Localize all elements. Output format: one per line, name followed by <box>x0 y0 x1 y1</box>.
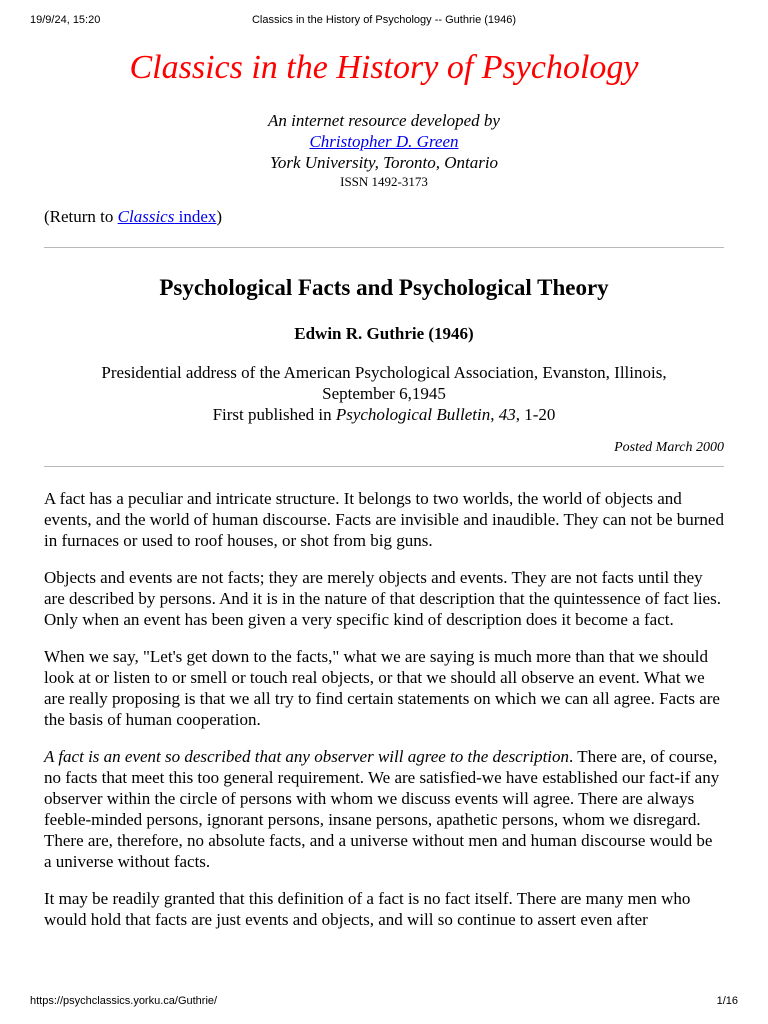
developed-by-text: An internet resource developed by <box>268 111 500 130</box>
return-nav <box>44 206 724 228</box>
journal-volume: 43 <box>498 405 516 424</box>
publication-line: First published in Psychological Bulletin, 43, 1-20 <box>212 405 556 424</box>
article-author: Edwin R. Guthrie (1946) <box>294 324 474 343</box>
journal-name: Psychological Bulletin <box>335 405 491 424</box>
developer-link[interactable]: Christopher D. Green <box>309 132 459 151</box>
body-paragraph-5: It may be readily granted that this definition of a fact is no fact itself. There are many men who would hold that facts are just events and objects, and will so continue to assert even after <box>44 889 691 929</box>
posted-date: Posted March 2000 <box>614 440 724 455</box>
issn-text: ISSN 1492-3173 <box>340 174 428 189</box>
site-title: Classics in the History of Psychology <box>129 49 639 86</box>
divider-bottom <box>44 466 724 467</box>
classics-index-link[interactable] <box>118 207 217 226</box>
print-datetime: 19/9/24, 15:20 <box>30 14 101 26</box>
return-suffix: ) <box>216 207 223 226</box>
print-footer <box>0 995 768 1011</box>
body-paragraph-3: When we say, "Let's get down to the facts," what we are saying is much more than that we should look at or listen to or smell or touch real objects, or that we should all observe an event. What we are really proposing is that we all try to find certain statements on which we can all agree. Facts are the basis of human cooperation. <box>44 647 720 729</box>
divider-top <box>44 247 724 248</box>
print-page-title: Classics in the History of Psychology -- Guthrie (1946) <box>251 14 517 26</box>
classics-link-text: Classics <box>117 207 175 226</box>
address-line-1: Presidential address of the American Psychological Association, Evanston, Illinois, <box>101 363 667 382</box>
body-paragraph-4: A fact is an event so described that any observer will agree to the description. There are, of course, no facts that meet this too general requirement. We are satisfied-we have established our fact-if any observer within the circle of persons with whom we discuss events will agree. There are always feeble-minded persons, ignorant persons, insane persons, apathetic persons, whom we disregard. There are, therefore, no absolute facts, and a universe without men and human discourse would be a universe without facts. <box>44 747 720 871</box>
article-address <box>44 362 724 425</box>
article-title: Psychological Facts and Psychological Theory <box>159 275 609 300</box>
body-paragraph-1: A fact has a peculiar and intricate structure. It belongs to two worlds, the world of objects and events, and the world of human discourse. Facts are invisible and inaudible. They can not be burned in furnaces or used to roof houses, or shot from big guns. <box>44 489 724 550</box>
print-url: https://psychclassics.yorku.ca/Guthrie/ <box>30 995 218 1007</box>
page-content <box>44 44 724 930</box>
index-link-text: index <box>174 207 217 226</box>
print-page-number: 1/16 <box>716 995 738 1007</box>
resource-info <box>44 110 724 190</box>
address-line-2: September 6,1945 <box>322 384 446 403</box>
print-header <box>0 14 768 30</box>
fact-definition: A fact is an event so described that any observer will agree to the description <box>44 747 570 766</box>
institution-text: York University, Toronto, Ontario <box>269 153 499 172</box>
body-paragraph-2: Objects and events are not facts; they are merely objects and events. They are not facts until they are described by persons. And it is in the nature of that description that the quintessence of fact lies. Only when an event has been given a very specific kind of description does it become a fact. <box>44 568 721 629</box>
return-prefix: (Return to <box>44 207 118 226</box>
